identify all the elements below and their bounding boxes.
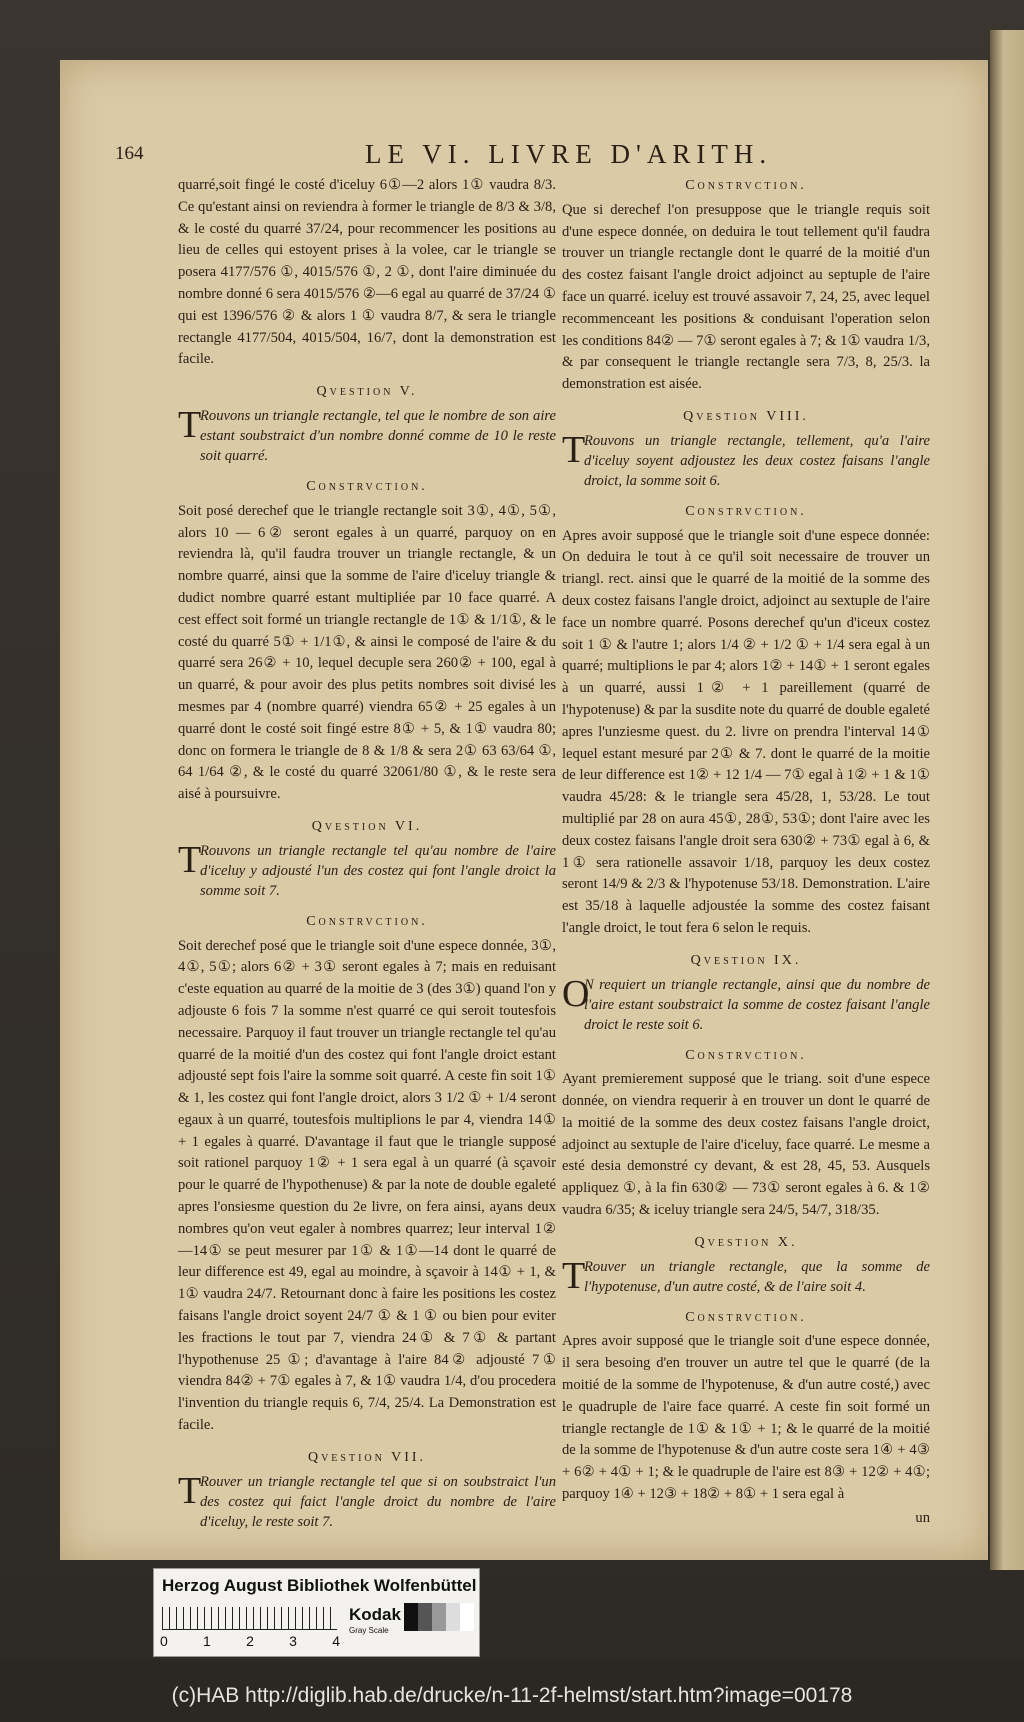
- gray-swatch: [404, 1603, 418, 1631]
- question-8-text: Rouvons un triangle rectangle, tellement, qu'a l'aire d'iceluy soyent adjoustez les deux costez faisans l'angle droict, la somme soit 6.: [584, 432, 930, 489]
- ruler-number: 0: [160, 1633, 168, 1649]
- running-title: LE VI. LIVRE D'ARITH.: [365, 139, 773, 169]
- drop-cap: T: [562, 428, 586, 471]
- question-8-title: Qvestion VIII.: [683, 408, 809, 424]
- gray-swatches: [404, 1603, 474, 1631]
- question-6-text: Rouvons un triangle rectangle tel qu'au nombre de l'aire d'iceluy y adjousté l'un des costez qui font l'angle droict la somme soit 7.: [200, 842, 556, 899]
- page-number: 164: [115, 143, 144, 164]
- left-column: [178, 175, 556, 1536]
- gray-scale-label: Gray Scale: [349, 1626, 389, 1635]
- construction-title: Constrvction.: [685, 503, 807, 519]
- construction-title: Constrvction.: [685, 1309, 807, 1325]
- page-header: [115, 139, 915, 175]
- ruler-number: 1: [203, 1633, 211, 1649]
- construction-title: Constrvction.: [306, 478, 428, 494]
- question-5-text: Rouvons un triangle rectangle, tel que le nombre de son aire estant soubstraict d'un nombre donné comme de 10 le reste soit quarré.: [200, 407, 556, 464]
- ruler-numbers: [160, 1633, 340, 1649]
- library-name: Herzog August Bibliothek Wolfenbüttel: [162, 1576, 477, 1595]
- question-9-title: Qvestion IX.: [690, 952, 802, 968]
- gray-swatch: [432, 1603, 446, 1631]
- ruler-number: 4: [332, 1633, 340, 1649]
- question-5-proposition: [178, 403, 556, 466]
- drop-cap: T: [178, 1469, 202, 1512]
- question-10-title: Qvestion X.: [694, 1234, 798, 1250]
- question-10-text: Rouver un triangle rectangle, que la somme de l'hypotenuse, d'un autre costé, & de l'aire soit 4.: [584, 1258, 930, 1295]
- question-7-text: Rouver un triangle rectangle tel que si on soubstraict l'un des costez qui faict l'angle droict du nombre de l'aire d'iceluy, le reste soit 7.: [200, 1473, 556, 1530]
- question-8-construction: Apres avoir supposé que le triangle soit d'une espece donnée: On deduira le tout à ce qu'il soit necessaire de trouver un triangl. rect. ainsi que le quarré de la moitié de la somme des deux costez faisans l'angle droict, adjoinct au sextuple de l'aire face un nombre quarré. Posons derechef qu'un d'iceux costez soit 1 ① & l'autre 1; alors 1/4 ② + 1/2 ① + 1/4 sera egal à un quarré; multiplions le par 4; alors 1② + 14① + 1 seront egales à un quarré, aussi 1② + 1 pareillement (quarré de l'hypotenuse) & par la susdite note du quarré de double egaleté apres l'unziesme quest. du 2. livre on prendra l'interval 14① lequel estant mesuré par 2① & 7. dont le quarré de la moitie de leur difference est 1② + 12 1/4 — 7① egal à 1② + 1 & 1① vaudra 45/28: & le triangle sera 45/28, 1, 53/28. Le tout multiplié par 28 on aura 45①, 28①, 53①; dont l'aire avec les deux costez faisans l'angle droit sera 630② + 73① egal à 6, & 1① sera rationelle assavoir 1/18, parquoy les deux costez seront 14/9 & 2/3 & l'hypotenuse 53/18. Demonstration. L'aire est 35/18 à laquelle adjoustée la somme des costez faisant l'angle droict, le tout fera 6 selon le requis.: [562, 527, 930, 936]
- construction-title: Constrvction.: [685, 178, 807, 193]
- construction-title: Constrvction.: [306, 913, 428, 929]
- question-10-construction: Apres avoir supposé que le triangle soit d'une espece donnée, il sera besoing d'en trouver un autre tel que le quarré (de la moitié de la somme de l'hypotenuse, & d'un autre costé,) avec le quadruple de l'aire face quarré. A ceste fin soit formé un triangle rectangle de 1① & 1① + 1; & le quarré de la moitié de la somme de l'hypotenuse & d'un autre coste sera 1④ + 4③ + 6② + 4① + 1; & le quadruple de l'aire est 8③ + 12② + 4①; parquoy 1④ + 12③ + 18② + 8① + 1 sera egal à: [562, 1333, 930, 1503]
- question-5-title: Qvestion V.: [316, 384, 418, 400]
- kodak-logo: Kodak: [349, 1605, 401, 1624]
- right-column: [562, 175, 930, 1532]
- gray-swatch: [446, 1603, 460, 1631]
- question-8-proposition: [562, 428, 930, 491]
- ruler-number: 2: [246, 1633, 254, 1649]
- question-7-proposition: [178, 1469, 556, 1532]
- catchword: un: [915, 1509, 930, 1526]
- drop-cap: T: [562, 1254, 586, 1297]
- image-credit: (c)HAB http://diglib.hab.de/drucke/n-11-2f-helmst/start.htm?image=00178: [171, 1684, 853, 1707]
- question-6-proposition: [178, 838, 556, 901]
- drop-cap: O: [562, 972, 590, 1015]
- intro-paragraph: quarré,soit fingé le costé d'iceluy 6①—2 alors 1① vaudra 8/3. Ce qu'estant ainsi on reviendra à former le triangle de 8/3 & 3/8, & le costé du quarré 37/24, pour recommencer les positions au lieu de celles qui estoyent prises à la volee, car le triangle se posera 4177/576 ①, 4015/576 ①, 2 ①, dont l'aire diminuée du nombre donné 6 sera 4015/576 ②—6 egal au quarré de 37/24 ① qui est 1396/576 ② & alors 1 ① vaudra 8/7, & sera le triangle rectangle 4177/504, 4015/504, 16/7, dont la demonstration est facile.: [178, 177, 556, 368]
- question-7-construction: Que si derechef l'on presuppose que le triangle requis soit d'une espece donnée, on deduira le tout tellement qu'il faudra trouver un triangle rectangle dont le quarré de la moitié d'un des costez faisant l'angle droict adjoinct au septuple de l'aire face un quarré. iceluy est trouvé assavoir 7, 24, 25, avec lequel recommenceant les positions & conduisant l'operation selon les conditions 84② — 7① seront egales à 7; & 1① vaudra 1/3, & par consequent le triangle rectangle sera 7/3, 8, 25/3. la demonstration est aisée.: [562, 201, 930, 393]
- ruler-number: 3: [289, 1633, 297, 1649]
- question-7-title: Qvestion VII.: [307, 1449, 427, 1465]
- question-9-proposition: [562, 972, 930, 1035]
- adjacent-page-edge: [990, 30, 1024, 1570]
- question-6-construction: Soit derechef posé que le triangle soit d'une espece donnée, 3①, 4①, 5①; alors 6② + 3① seront egales à 7; mais en reduisant c'este equation au quarré de la moitie de 3 (des 3①) quand l'on y adjouste 6 fois 7 la somme n'est quarré ce qui seroit toutesfois necessaire. Parquoy il faut trouver un triangle rectangle tel qu'au quarré de la moitié d'un des costez qui font l'angle droict estant adjousté sept fois l'aire la somme soit quarré. A ceste fin soit 1① & 1, les costez qui font l'angle droict, alors 3 1/2 ① + 1/4 seront egaux à un quarré, toutesfois multiplions le par 4, viendra 14① + 1 egales à quarré. D'avantage il faut que le triangle supposé soit rationel parquoy 1② + 1 sera egal à un quarré (à sçavoir pour le quarré de l'hypothenuse) & par la note de double egaleté apres l'onsiesme question du 2e livre, on fera ainsi, ayans deux nombres qu'on veut egaler à nombres quarrez; leur interval 1②—14① se peut mesurer par 1① & 1①—14 dont le quarré de leur difference est 49, egal au moindre, à sçavoir à 14① + 1, & 1① vaudra 24/7. Retournant donc à faire les positions les costez faisans l'angle droict soyent 24/7 ① & 1 ① ou bien pour eviter les fractions le tout par 7, viendra 24① & 7① & partant l'hypothenuse 25 ①; d'avantage à l'aire 84② adjousté 7① viendra 84② + 7① egales à 7, & 1① vaudra 1/4, d'ou procedera l'invention du triangle requis 6, 7/4, 25/4. La Demonstration est facile.: [178, 937, 556, 1434]
- gray-swatch: [460, 1603, 474, 1631]
- gray-swatch: [418, 1603, 432, 1631]
- scale-ruler: [162, 1607, 337, 1630]
- library-color-bar: [153, 1568, 480, 1657]
- question-9-construction: Ayant premierement supposé que le triang. soit d'une espece donnée, on viendra requerir à en trouver un dont le quarré de la moitié de la somme des deux costez faisans l'angle droict, adjoinct au sextuple de l'aire d'iceluy, face quarré. Le mesme a esté desia demonstré cy devant, & est 28, 45, 53. Ausquels appliquez ①, à la fin 630② — 73① seront egales à 6. & 1② vaudra 6/35; & iceluy triangle sera 24/5, 54/7, 318/35.: [562, 1071, 930, 1219]
- question-6-title: Qvestion VI.: [311, 818, 423, 834]
- drop-cap: T: [178, 838, 202, 881]
- question-9-text: N requiert un triangle rectangle, ainsi que du nombre de l'aire estant soubstraict la somme de costez faisant l'angle droict le reste soit 6.: [584, 976, 930, 1033]
- question-10-proposition: [562, 1254, 930, 1297]
- construction-title: Constrvction.: [685, 1047, 807, 1063]
- drop-cap: T: [178, 403, 202, 446]
- question-5-construction: Soit posé derechef que le triangle rectangle soit 3①, 4①, 5①, alors 10 — 6② seront egales à un quarré, parquoy on en reviendra là, qu'il faudra trouver un triangle rectangle, & un nombre quarré, ainsi que la somme de l'aire d'iceluy triangle & dudict nombre quarré estant multipliée par 10 face quarré. A cest effect soit formé un triangle rectangle de 1① & 1/1①, & le costé du quarré 5① + 1/1①, & ainsi le composé de l'aire & du quarré sera 26② + 10, lequel decuple sera 260② + 100, egal à un quarré, & pour avoir des plus petits nombres soit divisé les mesmes par 4 (nombre quarré) viendra 65② + 25 egales à un quarré dont le costé soit fingé estre 8① + 5, & 1① vaudra 80; donc on formera le triangle de 8 & 1/8 & sera 2① 63 63/64 ①, 64 1/64 ②, & le costé du quarré 32061/80 ①, & le reste sera aisé à poursuivre.: [178, 502, 556, 803]
